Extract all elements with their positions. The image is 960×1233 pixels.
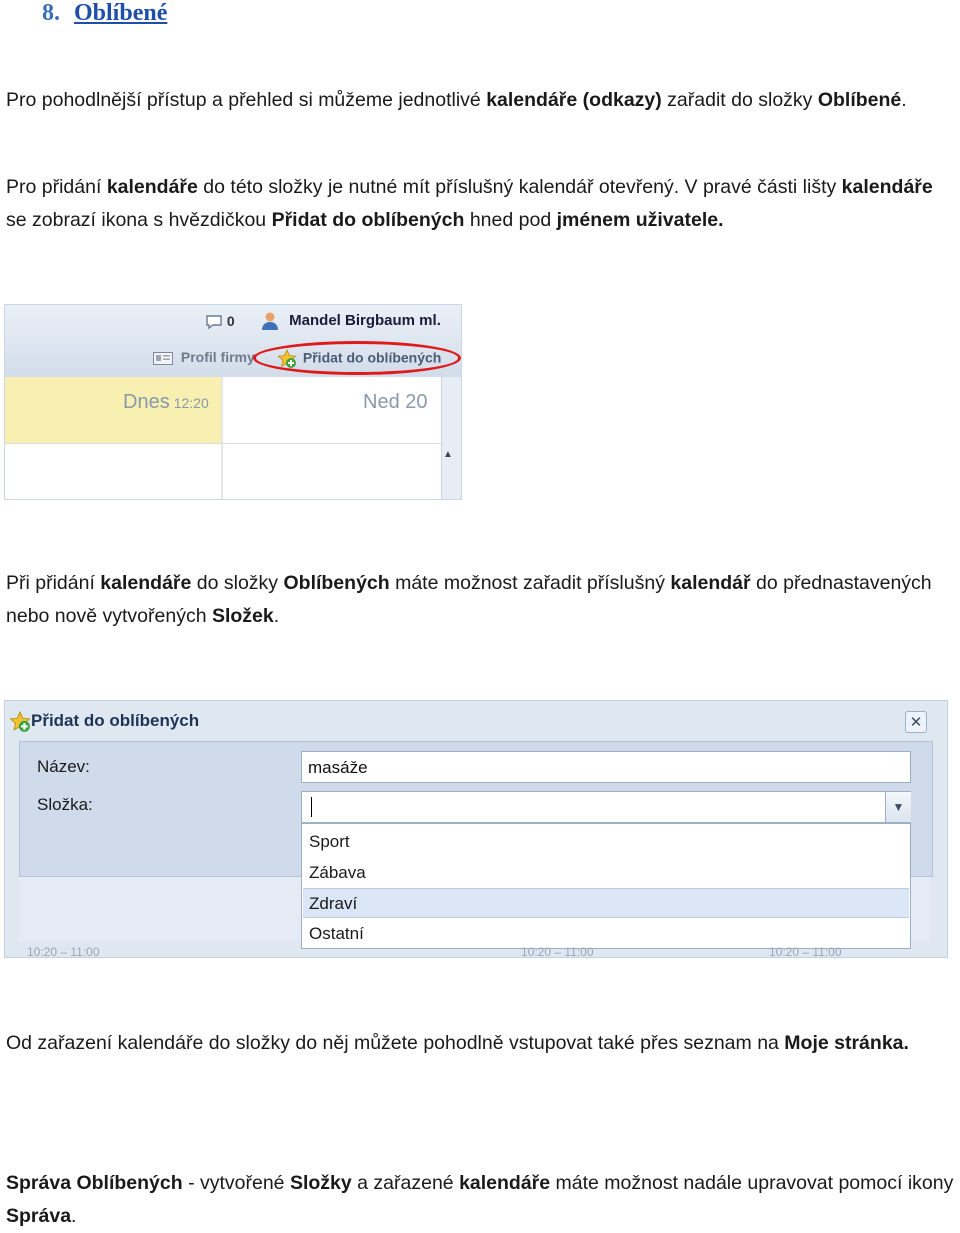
text-caret	[311, 797, 312, 817]
folder-option-ostatni[interactable]: Ostatní	[309, 924, 364, 943]
bold-text: kalendář	[670, 572, 751, 594]
text: Při přidání	[6, 572, 101, 594]
calendar-toolbar-screenshot	[4, 304, 462, 500]
add-favorite-dialog-screenshot	[4, 700, 948, 958]
bold-text: Moje stránka.	[784, 1032, 909, 1054]
text: se zobrazí ikona s hvězdičkou	[6, 209, 272, 231]
close-icon[interactable]: ✕	[905, 711, 927, 733]
user-icon	[261, 311, 279, 331]
today-time: 12:20	[173, 395, 209, 411]
time-slot: 10:20 – 11:00	[521, 945, 594, 958]
section-title-link[interactable]: Oblíbené	[74, 0, 168, 26]
name-input[interactable]: masáže	[301, 751, 911, 783]
folder-combobox[interactable]	[301, 791, 911, 823]
bold-text: Správa	[6, 1205, 72, 1227]
user-name: Mandel Birgbaum ml.	[289, 311, 441, 329]
bold-text: Správa Oblíbených	[6, 1172, 183, 1194]
folder-option-zdravi[interactable]: Zdraví	[303, 888, 909, 918]
text: Pro přidání	[6, 176, 107, 198]
paragraph-manage	[6, 1167, 956, 1233]
grid-divider	[221, 377, 223, 500]
bold-text: Oblíbených	[283, 572, 390, 594]
time-slot: 10:20 – 11:00	[769, 945, 842, 958]
folder-option-sport[interactable]: Sport	[309, 832, 350, 851]
section-number: 8.	[42, 0, 60, 26]
user-menu[interactable]	[261, 311, 441, 331]
highlight-ring	[253, 341, 461, 375]
paragraph-intro	[6, 84, 956, 117]
sunday-header: Ned 20	[363, 391, 428, 413]
paragraph-add-calendar	[6, 171, 956, 237]
text: hned pod	[464, 209, 557, 231]
paragraph-folders	[6, 567, 956, 633]
text: - vytvořené	[182, 1172, 290, 1194]
text: zařadit do složky	[661, 89, 818, 111]
today-header	[123, 391, 209, 414]
chat-indicator[interactable]	[205, 313, 235, 330]
star-plus-icon	[9, 711, 31, 733]
bold-text: jménem uživatele.	[556, 209, 724, 231]
text: .	[273, 605, 280, 627]
text: Od zařazení kalendáře do složky do něj můžete pohodlně vstupovat také přes seznam na	[6, 1032, 785, 1054]
name-label: Název:	[37, 757, 90, 776]
bold-text: kalendáře	[841, 176, 933, 198]
bold-text: Složky	[289, 1172, 352, 1194]
folder-option-zabava[interactable]: Zábava	[309, 863, 366, 882]
bold-text: kalendáře (odkazy)	[486, 89, 662, 111]
text: do této složky je nutné mít příslušný kalendář otevřený. V pravé části lišty	[197, 176, 842, 198]
text: Pro pohodlnější přístup a přehled si můžeme jednotlivé	[6, 89, 487, 111]
grid-divider	[5, 443, 441, 444]
text: máte možnost nadále upravovat pomocí ikony	[550, 1172, 954, 1194]
bold-text: Přidat do oblíbených	[271, 209, 465, 231]
paragraph-my-page	[6, 1027, 956, 1060]
text: máte možnost zařadit příslušný	[389, 572, 671, 594]
bold-text: Oblíbené	[817, 89, 902, 111]
bold-text: Složek	[211, 605, 274, 627]
chevron-down-icon[interactable]: ▼	[885, 792, 911, 822]
text: .	[71, 1205, 77, 1227]
text: do složky	[191, 572, 284, 594]
folder-label: Složka:	[37, 795, 93, 814]
card-icon	[153, 352, 173, 365]
scroll-up-icon[interactable]: ▲	[443, 449, 453, 460]
text: a zařazené	[351, 1172, 460, 1194]
chat-count: 0	[226, 313, 235, 329]
text: .	[901, 89, 907, 111]
time-slot: 10:20 – 11:00	[27, 945, 100, 958]
section-heading	[42, 0, 167, 27]
text: do přednastavených nebo nově vytvořených	[6, 572, 932, 627]
chat-bubble-icon	[205, 314, 223, 330]
profil-button[interactable]	[153, 349, 255, 365]
dialog-title: Přidat do oblíbených	[31, 711, 200, 730]
profil-label: Profil firmy	[180, 349, 255, 365]
scrollbar[interactable]	[441, 377, 462, 500]
bold-text: kalendáře	[459, 1172, 551, 1194]
today-label: Dnes	[123, 391, 170, 413]
bold-text: kalendáře	[100, 572, 192, 594]
bold-text: kalendáře	[106, 176, 198, 198]
add-to-favorites-label: Přidat do oblíbených	[302, 349, 442, 366]
